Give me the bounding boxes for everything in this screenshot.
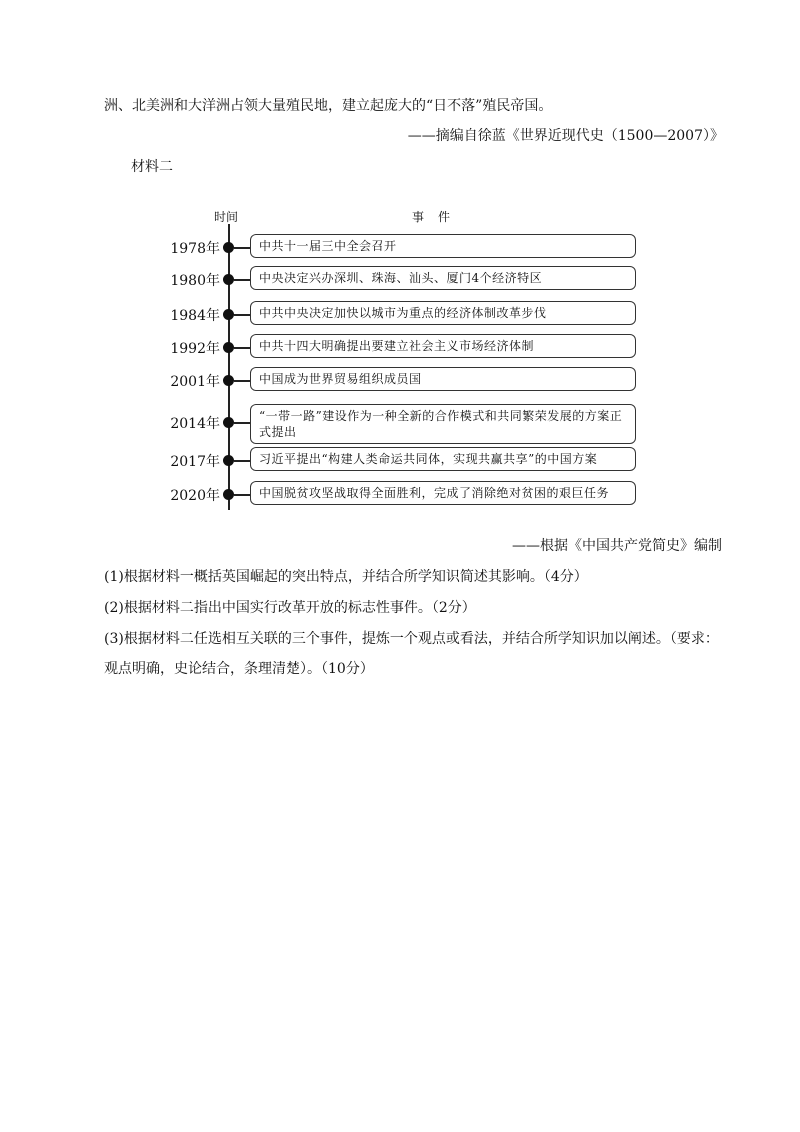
timeline-year: 1980年	[170, 273, 220, 289]
timeline-header-time: 时间	[214, 210, 239, 224]
timeline-row	[0, 446, 800, 476]
material2-source: ——根据《中国共产党简史》编制	[512, 538, 722, 554]
timeline-event-box: 中国脱贫攻坚战取得全面胜利，完成了消除绝对贫困的艰巨任务	[250, 481, 636, 505]
timeline-year: 2014年	[170, 416, 220, 432]
timeline-dot	[223, 342, 234, 353]
material2-label: 材料二	[131, 159, 173, 175]
timeline-dot	[223, 455, 234, 466]
timeline-event-box: 习近平提出“构建人类命运共同体，实现共赢共享”的中国方案	[250, 447, 636, 471]
timeline-event-box: 中央决定兴办深圳、珠海、汕头、厦门4个经济特区	[250, 266, 636, 290]
timeline-header-event: 事件	[412, 210, 465, 224]
timeline-year: 2020年	[170, 488, 220, 504]
timeline-dot	[223, 375, 234, 386]
timeline-year: 1978年	[170, 241, 220, 257]
timeline-dot	[223, 274, 234, 285]
timeline-year: 1984年	[170, 308, 220, 324]
material1-source: ——摘编自徐蓝《世界近现代史（1500—2007）》	[407, 128, 724, 144]
question-2: (2)根据材料二指出中国实行改革开放的标志性事件。（2分）	[104, 600, 476, 616]
timeline-row	[0, 333, 800, 363]
timeline-dot	[223, 242, 234, 253]
timeline-event-box: 中共中央决定加快以城市为重点的经济体制改革步伐	[250, 301, 636, 325]
timeline-event-box: “一带一路”建设作为一种全新的合作模式和共同繁荣发展的方案正式提出	[250, 404, 636, 444]
timeline-row	[0, 265, 800, 295]
question-1: (1)根据材料一概括英国崛起的突出特点，并结合所学知识简述其影响。（4分）	[104, 569, 588, 585]
timeline-row	[0, 233, 800, 263]
timeline-row	[0, 300, 800, 330]
question-3-line1: (3)根据材料二任选相互关联的三个事件，提炼一个观点或看法，并结合所学知识加以阐述。（要求：	[104, 631, 719, 647]
timeline-row	[0, 403, 800, 439]
timeline-dot	[223, 417, 234, 428]
timeline-row	[0, 480, 800, 510]
timeline-year: 2001年	[170, 374, 220, 390]
timeline-dot	[223, 309, 234, 320]
question-3-line2: 观点明确，史论结合，条理清楚）。（10分）	[104, 661, 374, 677]
timeline-event-box: 中共十四大明确提出要建立社会主义市场经济体制	[250, 334, 636, 358]
timeline-event-box: 中共十一届三中全会召开	[250, 234, 636, 258]
timeline-event-box: 中国成为世界贸易组织成员国	[250, 367, 636, 391]
material1-text-line: 洲、北美洲和大洋洲占领大量殖民地，建立起庞大的“日不落”殖民帝国。	[104, 98, 553, 114]
timeline-dot	[223, 489, 234, 500]
timeline-year: 1992年	[170, 341, 220, 357]
timeline-year: 2017年	[170, 454, 220, 470]
timeline-row	[0, 366, 800, 396]
